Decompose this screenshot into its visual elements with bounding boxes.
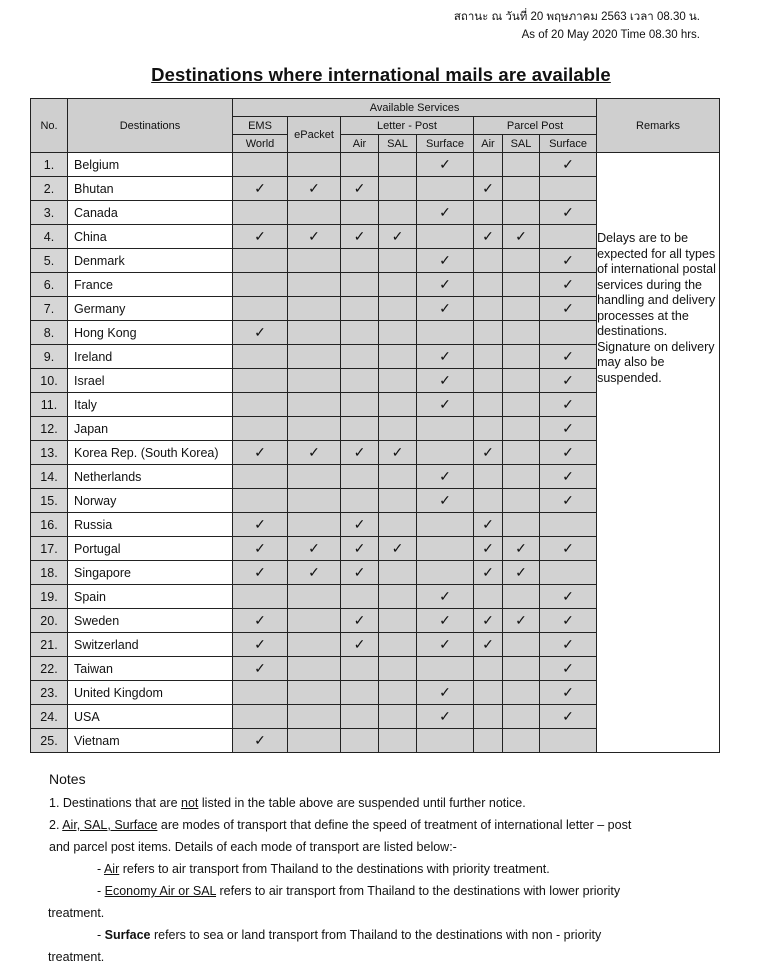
- row-number: 15.: [31, 489, 68, 513]
- check-icon-lp_air: ✓: [341, 177, 379, 201]
- check-icon-lp_air: ✓: [341, 513, 379, 537]
- header-lp-air: Air: [341, 135, 379, 153]
- header-pp-sal: SAL: [503, 135, 540, 153]
- service-cell-epacket: [288, 609, 341, 633]
- check-icon-lp_surface: ✓: [417, 393, 474, 417]
- destination-name: Taiwan: [68, 657, 233, 681]
- service-cell-pp_air: [474, 273, 503, 297]
- service-cell-lp_surface: [417, 513, 474, 537]
- destination-name: Ireland: [68, 345, 233, 369]
- service-cell-lp_sal: [379, 273, 417, 297]
- check-icon-pp_surface: ✓: [540, 369, 597, 393]
- service-cell-pp_sal: [503, 369, 540, 393]
- check-icon-pp_surface: ✓: [540, 201, 597, 225]
- service-cell-lp_surface: [417, 177, 474, 201]
- service-cell-pp_air: [474, 729, 503, 753]
- service-cell-pp_sal: [503, 489, 540, 513]
- destination-name: Belgium: [68, 153, 233, 177]
- service-cell-lp_sal: [379, 609, 417, 633]
- service-cell-ems: [233, 369, 288, 393]
- check-icon-pp_air: ✓: [474, 561, 503, 585]
- check-icon-pp_surface: ✓: [540, 681, 597, 705]
- service-cell-lp_sal: [379, 465, 417, 489]
- check-icon-lp_air: ✓: [341, 441, 379, 465]
- service-cell-pp_air: [474, 705, 503, 729]
- service-cell-pp_air: [474, 417, 503, 441]
- header-epacket: ePacket: [288, 117, 341, 153]
- check-icon-ems: ✓: [233, 441, 288, 465]
- table-row: [31, 153, 720, 177]
- check-icon-pp_air: ✓: [474, 513, 503, 537]
- check-icon-pp_surface: ✓: [540, 441, 597, 465]
- service-cell-lp_surface: [417, 225, 474, 249]
- service-cell-lp_air: [341, 249, 379, 273]
- destination-name: Bhutan: [68, 177, 233, 201]
- check-icon-lp_air: ✓: [341, 633, 379, 657]
- header-letter-post: Letter - Post: [341, 117, 474, 135]
- note-1: [49, 792, 709, 814]
- check-icon-pp_sal: ✓: [503, 537, 540, 561]
- note-sal-term: Economy Air or SAL: [104, 884, 217, 898]
- check-icon-ems: ✓: [233, 633, 288, 657]
- service-cell-epacket: [288, 513, 341, 537]
- service-cell-lp_sal: [379, 345, 417, 369]
- service-cell-ems: [233, 417, 288, 441]
- check-icon-lp_surface: ✓: [417, 705, 474, 729]
- header-pp-surface: Surface: [540, 135, 597, 153]
- destination-name: Korea Rep. (South Korea): [68, 441, 233, 465]
- service-cell-lp_air: [341, 393, 379, 417]
- service-cell-lp_air: [341, 465, 379, 489]
- service-cell-lp_air: [341, 489, 379, 513]
- row-number: 22.: [31, 657, 68, 681]
- check-icon-pp_sal: ✓: [503, 609, 540, 633]
- row-number: 21.: [31, 633, 68, 657]
- row-number: 20.: [31, 609, 68, 633]
- destination-name: Israel: [68, 369, 233, 393]
- service-cell-pp_sal: [503, 729, 540, 753]
- check-icon-pp_air: ✓: [474, 225, 503, 249]
- header-row-1: [31, 99, 720, 117]
- service-cell-lp_sal: [379, 417, 417, 441]
- header-lp-sal: SAL: [379, 135, 417, 153]
- check-icon-pp_air: ✓: [474, 177, 503, 201]
- check-icon-pp_surface: ✓: [540, 657, 597, 681]
- header-pp-air: Air: [474, 135, 503, 153]
- check-icon-lp_air: ✓: [341, 609, 379, 633]
- service-cell-epacket: [288, 393, 341, 417]
- note-sal: [49, 880, 709, 902]
- service-cell-pp_sal: [503, 345, 540, 369]
- check-icon-pp_surface: ✓: [540, 465, 597, 489]
- row-number: 12.: [31, 417, 68, 441]
- note-2-pre: 2.: [49, 818, 63, 832]
- service-cell-epacket: [288, 705, 341, 729]
- header-ems-world: World: [233, 135, 288, 153]
- check-icon-lp_surface: ✓: [417, 609, 474, 633]
- service-cell-pp_air: [474, 489, 503, 513]
- check-icon-pp_surface: ✓: [540, 393, 597, 417]
- note-surface-text: refers to sea or land transport from Thailand to the destinations with non - priority: [150, 928, 602, 942]
- notes-heading: Notes: [49, 771, 86, 787]
- service-cell-lp_air: [341, 345, 379, 369]
- service-cell-pp_sal: [503, 153, 540, 177]
- service-cell-pp_air: [474, 345, 503, 369]
- note-surface-continued: treatment.: [48, 950, 105, 964]
- check-icon-lp_surface: ✓: [417, 633, 474, 657]
- service-cell-pp_sal: [503, 441, 540, 465]
- notes-section: [49, 768, 709, 968]
- service-cell-ems: [233, 297, 288, 321]
- service-cell-epacket: [288, 681, 341, 705]
- english-timestamp: As of 20 May 2020 Time 08.30 hrs.: [521, 29, 700, 41]
- service-cell-lp_sal: [379, 681, 417, 705]
- check-icon-epacket: ✓: [288, 441, 341, 465]
- service-cell-epacket: [288, 633, 341, 657]
- destination-name: Norway: [68, 489, 233, 513]
- note-surface-term: Surface: [104, 928, 151, 942]
- check-icon-pp_surface: ✓: [540, 609, 597, 633]
- service-cell-lp_sal: [379, 705, 417, 729]
- row-number: 11.: [31, 393, 68, 417]
- check-icon-lp_surface: ✓: [417, 153, 474, 177]
- check-icon-pp_surface: ✓: [540, 273, 597, 297]
- service-cell-pp_air: [474, 585, 503, 609]
- service-cell-ems: [233, 201, 288, 225]
- check-icon-pp_surface: ✓: [540, 705, 597, 729]
- service-cell-epacket: [288, 729, 341, 753]
- service-cell-epacket: [288, 321, 341, 345]
- service-cell-pp_surface: [540, 177, 597, 201]
- check-icon-lp_sal: ✓: [379, 537, 417, 561]
- service-cell-epacket: [288, 657, 341, 681]
- service-cell-pp_air: [474, 201, 503, 225]
- service-cell-lp_air: [341, 705, 379, 729]
- service-cell-pp_air: [474, 297, 503, 321]
- service-cell-epacket: [288, 249, 341, 273]
- check-icon-pp_surface: ✓: [540, 537, 597, 561]
- service-cell-epacket: [288, 345, 341, 369]
- service-cell-lp_air: [341, 273, 379, 297]
- service-cell-lp_air: [341, 201, 379, 225]
- check-icon-epacket: ✓: [288, 537, 341, 561]
- check-icon-lp_surface: ✓: [417, 369, 474, 393]
- service-cell-lp_sal: [379, 585, 417, 609]
- service-cell-epacket: [288, 417, 341, 441]
- service-cell-ems: [233, 489, 288, 513]
- service-cell-lp_sal: [379, 729, 417, 753]
- service-cell-epacket: [288, 297, 341, 321]
- row-number: 19.: [31, 585, 68, 609]
- service-cell-ems: [233, 153, 288, 177]
- check-icon-epacket: ✓: [288, 225, 341, 249]
- check-icon-lp_air: ✓: [341, 561, 379, 585]
- header-remarks: Remarks: [597, 99, 720, 153]
- service-cell-lp_air: [341, 657, 379, 681]
- note-1-post: listed in the table above are suspended until further notice.: [198, 796, 526, 810]
- check-icon-ems: ✓: [233, 609, 288, 633]
- note-2-continued: and parcel post items. Details of each mode of transport are listed below:-: [49, 840, 457, 854]
- service-cell-pp_sal: [503, 633, 540, 657]
- service-cell-pp_air: [474, 393, 503, 417]
- check-icon-ems: ✓: [233, 729, 288, 753]
- service-cell-pp_sal: [503, 585, 540, 609]
- row-number: 18.: [31, 561, 68, 585]
- note-1-underline: not: [181, 796, 199, 810]
- check-icon-pp_air: ✓: [474, 537, 503, 561]
- service-cell-pp_sal: [503, 657, 540, 681]
- check-icon-lp_sal: ✓: [379, 225, 417, 249]
- destination-name: China: [68, 225, 233, 249]
- check-icon-ems: ✓: [233, 657, 288, 681]
- check-icon-lp_air: ✓: [341, 537, 379, 561]
- check-icon-pp_surface: ✓: [540, 345, 597, 369]
- check-icon-lp_surface: ✓: [417, 585, 474, 609]
- thai-timestamp: สถานะ ณ วันที่ 20 พฤษภาคม 2563 เวลา 08.30 น.: [453, 11, 700, 23]
- service-cell-lp_air: [341, 585, 379, 609]
- destination-name: Sweden: [68, 609, 233, 633]
- service-cell-lp_air: [341, 369, 379, 393]
- service-cell-pp_air: [474, 249, 503, 273]
- service-cell-pp_sal: [503, 465, 540, 489]
- destination-name: Italy: [68, 393, 233, 417]
- check-icon-ems: ✓: [233, 321, 288, 345]
- header-lp-surface: Surface: [417, 135, 474, 153]
- service-cell-epacket: [288, 489, 341, 513]
- destination-name: Canada: [68, 201, 233, 225]
- service-cell-lp_air: [341, 417, 379, 441]
- note-sal-dash: -: [97, 884, 105, 898]
- service-cell-pp_sal: [503, 417, 540, 441]
- destination-name: Hong Kong: [68, 321, 233, 345]
- destination-name: USA: [68, 705, 233, 729]
- header-no: No.: [31, 99, 68, 153]
- check-icon-lp_air: ✓: [341, 225, 379, 249]
- check-icon-pp_surface: ✓: [540, 585, 597, 609]
- check-icon-pp_surface: ✓: [540, 153, 597, 177]
- service-cell-pp_sal: [503, 321, 540, 345]
- service-cell-pp_sal: [503, 393, 540, 417]
- service-cell-lp_air: [341, 153, 379, 177]
- service-cell-lp_surface: [417, 537, 474, 561]
- check-icon-pp_air: ✓: [474, 441, 503, 465]
- check-icon-ems: ✓: [233, 177, 288, 201]
- check-icon-pp_air: ✓: [474, 633, 503, 657]
- row-number: 2.: [31, 177, 68, 201]
- check-icon-lp_surface: ✓: [417, 465, 474, 489]
- service-cell-epacket: [288, 153, 341, 177]
- note-1-pre: 1. Destinations that are: [49, 796, 182, 810]
- service-cell-lp_sal: [379, 201, 417, 225]
- service-cell-ems: [233, 585, 288, 609]
- check-icon-pp_surface: ✓: [540, 489, 597, 513]
- service-cell-lp_sal: [379, 513, 417, 537]
- check-icon-pp_sal: ✓: [503, 225, 540, 249]
- check-icon-lp_surface: ✓: [417, 681, 474, 705]
- check-icon-ems: ✓: [233, 513, 288, 537]
- service-cell-pp_air: [474, 153, 503, 177]
- page-title: Destinations where international mails are available: [151, 64, 611, 85]
- check-icon-lp_surface: ✓: [417, 297, 474, 321]
- service-cell-pp_sal: [503, 201, 540, 225]
- remarks-text: Delays are to be expected for all types of international postal services during the handling and delivery processes at the destinations. Signature on delivery may also be suspended.: [597, 231, 716, 385]
- check-icon-ems: ✓: [233, 225, 288, 249]
- destination-name: France: [68, 273, 233, 297]
- check-icon-pp_surface: ✓: [540, 633, 597, 657]
- row-number: 6.: [31, 273, 68, 297]
- note-2-underline: Air, SAL, Surface: [62, 818, 158, 832]
- row-number: 5.: [31, 249, 68, 273]
- destination-name: Denmark: [68, 249, 233, 273]
- check-icon-pp_surface: ✓: [540, 417, 597, 441]
- service-cell-lp_surface: [417, 729, 474, 753]
- destination-name: United Kingdom: [68, 681, 233, 705]
- service-cell-pp_air: [474, 369, 503, 393]
- destinations-table: [30, 98, 720, 753]
- service-cell-lp_sal: [379, 561, 417, 585]
- service-cell-epacket: [288, 585, 341, 609]
- service-cell-pp_sal: [503, 249, 540, 273]
- row-number: 3.: [31, 201, 68, 225]
- service-cell-ems: [233, 249, 288, 273]
- row-number: 24.: [31, 705, 68, 729]
- destination-name: Japan: [68, 417, 233, 441]
- service-cell-epacket: [288, 369, 341, 393]
- row-number: 9.: [31, 345, 68, 369]
- service-cell-lp_sal: [379, 369, 417, 393]
- service-cell-epacket: [288, 465, 341, 489]
- row-number: 1.: [31, 153, 68, 177]
- destination-name: Vietnam: [68, 729, 233, 753]
- note-2-post: are modes of transport that define the speed of treatment of international letter – post: [157, 818, 632, 832]
- check-icon-lp_sal: ✓: [379, 441, 417, 465]
- note-2: [49, 814, 709, 836]
- service-cell-ems: [233, 273, 288, 297]
- service-cell-epacket: [288, 273, 341, 297]
- destination-name: Germany: [68, 297, 233, 321]
- check-icon-pp_surface: ✓: [540, 249, 597, 273]
- header-destinations: Destinations: [68, 99, 233, 153]
- note-sal-text: refers to air transport from Thailand to the destinations with lower priority: [216, 884, 621, 898]
- service-cell-pp_sal: [503, 705, 540, 729]
- check-icon-pp_surface: ✓: [540, 297, 597, 321]
- service-cell-pp_sal: [503, 177, 540, 201]
- row-number: 10.: [31, 369, 68, 393]
- service-cell-lp_sal: [379, 633, 417, 657]
- service-cell-lp_sal: [379, 177, 417, 201]
- destination-name: Singapore: [68, 561, 233, 585]
- check-icon-ems: ✓: [233, 561, 288, 585]
- row-number: 25.: [31, 729, 68, 753]
- header-ems: EMS: [233, 117, 288, 135]
- service-cell-pp_air: [474, 465, 503, 489]
- service-cell-lp_sal: [379, 489, 417, 513]
- service-cell-lp_sal: [379, 297, 417, 321]
- status-timestamp: [454, 8, 700, 44]
- service-cell-lp_surface: [417, 561, 474, 585]
- check-icon-lp_surface: ✓: [417, 345, 474, 369]
- service-cell-ems: [233, 705, 288, 729]
- row-number: 8.: [31, 321, 68, 345]
- check-icon-pp_air: ✓: [474, 609, 503, 633]
- note-surface: [49, 924, 709, 946]
- row-number: 14.: [31, 465, 68, 489]
- note-air-text: refers to air transport from Thailand to the destinations with priority treatment.: [119, 862, 550, 876]
- destination-name: Switzerland: [68, 633, 233, 657]
- check-icon-pp_sal: ✓: [503, 561, 540, 585]
- service-cell-pp_sal: [503, 273, 540, 297]
- service-cell-lp_surface: [417, 417, 474, 441]
- row-number: 7.: [31, 297, 68, 321]
- check-icon-lp_surface: ✓: [417, 201, 474, 225]
- check-icon-epacket: ✓: [288, 561, 341, 585]
- remarks-cell: [597, 153, 720, 753]
- service-cell-pp_surface: [540, 729, 597, 753]
- destination-name: Portugal: [68, 537, 233, 561]
- service-cell-pp_surface: [540, 225, 597, 249]
- service-cell-lp_sal: [379, 321, 417, 345]
- destination-name: Russia: [68, 513, 233, 537]
- service-cell-pp_surface: [540, 321, 597, 345]
- service-cell-pp_sal: [503, 513, 540, 537]
- row-number: 4.: [31, 225, 68, 249]
- check-icon-lp_surface: ✓: [417, 489, 474, 513]
- service-cell-pp_sal: [503, 297, 540, 321]
- service-cell-ems: [233, 465, 288, 489]
- service-cell-ems: [233, 681, 288, 705]
- note-air-dash: -: [97, 862, 104, 876]
- check-icon-ems: ✓: [233, 537, 288, 561]
- service-cell-lp_air: [341, 297, 379, 321]
- service-cell-lp_sal: [379, 249, 417, 273]
- service-cell-pp_air: [474, 681, 503, 705]
- service-cell-lp_sal: [379, 393, 417, 417]
- service-cell-lp_air: [341, 321, 379, 345]
- note-surface-dash: -: [97, 928, 105, 942]
- service-cell-ems: [233, 345, 288, 369]
- service-cell-lp_surface: [417, 321, 474, 345]
- destination-name: Spain: [68, 585, 233, 609]
- service-cell-lp_air: [341, 729, 379, 753]
- service-cell-lp_sal: [379, 657, 417, 681]
- check-icon-lp_surface: ✓: [417, 249, 474, 273]
- row-number: 16.: [31, 513, 68, 537]
- service-cell-pp_surface: [540, 561, 597, 585]
- note-air: [49, 858, 709, 880]
- service-cell-epacket: [288, 201, 341, 225]
- service-cell-pp_air: [474, 321, 503, 345]
- service-cell-pp_air: [474, 657, 503, 681]
- row-number: 17.: [31, 537, 68, 561]
- header-available-services: Available Services: [233, 99, 597, 117]
- note-sal-continued: treatment.: [48, 906, 105, 920]
- service-cell-lp_surface: [417, 657, 474, 681]
- service-cell-lp_surface: [417, 441, 474, 465]
- header-parcel-post: Parcel Post: [474, 117, 597, 135]
- row-number: 13.: [31, 441, 68, 465]
- service-cell-pp_sal: [503, 681, 540, 705]
- service-cell-lp_sal: [379, 153, 417, 177]
- service-cell-lp_air: [341, 681, 379, 705]
- check-icon-lp_surface: ✓: [417, 273, 474, 297]
- service-cell-ems: [233, 393, 288, 417]
- destination-name: Netherlands: [68, 465, 233, 489]
- service-cell-pp_surface: [540, 513, 597, 537]
- note-air-term: Air: [103, 862, 120, 876]
- row-number: 23.: [31, 681, 68, 705]
- check-icon-epacket: ✓: [288, 177, 341, 201]
